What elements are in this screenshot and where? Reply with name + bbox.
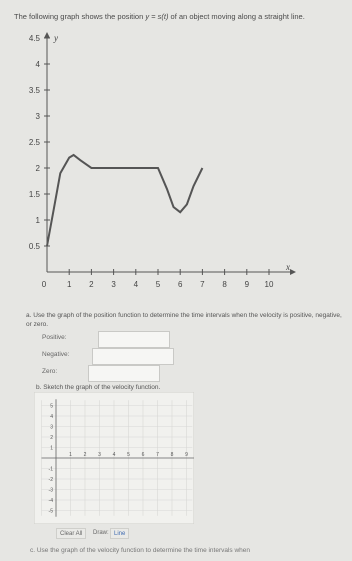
velocity-y-tick-label: 1 (50, 445, 53, 452)
velocity-y-tick-label: -4 (48, 498, 53, 504)
x-tick-label: 1 (66, 280, 72, 289)
question-b-prompt: b. Sketch the graph of the velocity function. (36, 384, 161, 391)
y-tick-label: 0.5 (28, 242, 40, 251)
x-tick-label: 2 (89, 280, 94, 289)
zero-interval-input[interactable] (88, 365, 160, 382)
y-tick-label: 4 (35, 60, 40, 69)
clear-all-button[interactable]: Clear All (56, 528, 86, 539)
x-axis-label: x (286, 262, 290, 272)
position-equation: y = s(t) (145, 12, 169, 21)
velocity-y-tick-label: -2 (48, 477, 53, 483)
x-tick-label: 6 (177, 280, 183, 289)
position-curve (47, 155, 202, 246)
velocity-y-tick-label: 2 (50, 435, 53, 441)
positive-label: Positive: (42, 334, 67, 341)
question-a-prompt: a. Use the graph of the position function to determine the time intervals when the velocity is positive, negative, or zero. (26, 312, 342, 328)
problem-intro (14, 12, 344, 22)
negative-label: Negative: (42, 351, 70, 358)
zero-label: Zero: (42, 368, 58, 375)
negative-interval-input[interactable] (92, 348, 174, 365)
x-tick-label: 9 (244, 280, 250, 289)
velocity-x-tick-label: 1 (69, 452, 72, 458)
y-tick-label: 4.5 (28, 34, 40, 43)
velocity-y-tick-label: 5 (50, 403, 53, 410)
velocity-x-tick-label: 3 (98, 452, 101, 458)
question-c-prompt: c. Use the graph of the velocity function to determine the time intervals when (30, 547, 251, 554)
line-tool-button[interactable]: Line (110, 528, 129, 539)
position-graph (0, 28, 352, 298)
x-tick-label: 3 (111, 280, 116, 289)
y-tick-label: 3 (35, 112, 40, 121)
y-tick-label: 1 (35, 216, 40, 225)
y-axis-arrow (44, 32, 50, 38)
intro-text-end: of an object moving along a straight line. (168, 12, 305, 21)
y-tick-label: 2 (35, 164, 40, 173)
x-axis-arrow (290, 269, 296, 275)
velocity-y-tick-label: 4 (50, 414, 53, 420)
velocity-x-tick-label: 9 (185, 452, 188, 458)
velocity-y-tick-label: 3 (50, 424, 53, 431)
velocity-x-tick-label: 7 (156, 452, 159, 458)
x-tick-label: 8 (222, 280, 227, 289)
velocity-x-tick-label: 4 (112, 452, 116, 458)
draw-label: Draw: (93, 530, 109, 536)
y-tick-label: 3.5 (28, 86, 40, 95)
velocity-y-tick-label: -5 (48, 508, 53, 515)
y-tick-label: 1.5 (28, 190, 40, 199)
x-tick-label: 5 (155, 280, 161, 289)
y-tick-label: 2.5 (28, 138, 40, 147)
velocity-y-tick-label: -1 (48, 466, 53, 473)
velocity-x-tick-label: 8 (170, 452, 174, 458)
intro-text-start: The following graph shows the position (14, 12, 146, 21)
velocity-y-tick-label: -3 (48, 487, 53, 494)
x-tick-label: 7 (200, 280, 205, 289)
x-tick-label: 4 (133, 280, 139, 289)
y-axis-label: y (54, 33, 58, 43)
velocity-x-tick-label: 2 (83, 452, 87, 458)
x-tick-label: 0 (41, 280, 47, 289)
velocity-drawing-canvas[interactable] (34, 392, 194, 524)
positive-interval-input[interactable] (98, 331, 170, 348)
velocity-x-tick-label: 6 (141, 452, 145, 458)
x-tick-label: 10 (264, 280, 274, 289)
velocity-x-tick-label: 5 (127, 452, 130, 458)
